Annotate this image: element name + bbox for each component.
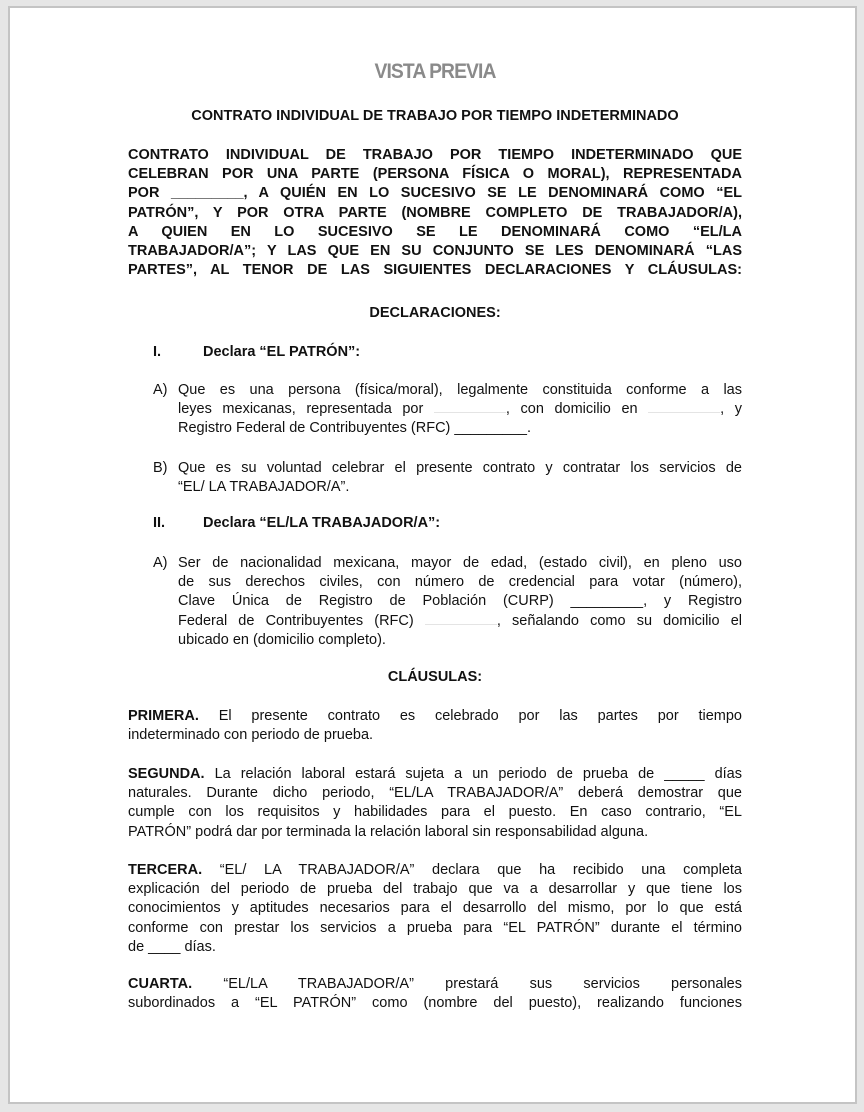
clause-line: conocimientos y aptitudes necesarios para el desarrollo del mismo, por lo que está (128, 900, 742, 917)
item-text (178, 459, 742, 497)
item-text (178, 554, 742, 650)
text-fragment: , señalando como su domicilio el (496, 612, 743, 629)
clause-line: conforme con prestar los servicios a prueba para “EL PATRÓN” durante el término (128, 919, 742, 936)
clausulas-heading: CLÁUSULAS: (387, 669, 483, 685)
document-title: CONTRATO INDIVIDUAL DE TRABAJO POR TIEMPO INDETERMINADO (191, 108, 679, 124)
text-fragment: , y (720, 401, 743, 418)
intro-line: TRABAJADOR/A”; Y LAS QUE EN SU CONJUNTO SE LES DENOMINARÁ “LAS (128, 243, 742, 260)
clause-line: PATRÓN” podrá dar por terminada la relación laboral sin responsabilidad alguna. (128, 823, 649, 840)
declaration-item (153, 381, 742, 439)
clause-line (128, 861, 742, 880)
item-line (178, 612, 742, 631)
item-label: B) (153, 460, 168, 476)
intro-line: A QUIEN EN LO SUCESIVO SE LE DENOMINARÁ COMO “EL/LA (128, 223, 742, 240)
clause-label: TERCERA. (128, 862, 203, 878)
item-label: A) (153, 555, 168, 571)
section-title: Declara “EL/LA TRABAJADOR/A”: (203, 515, 441, 531)
clause-line: subordinados a “EL PATRÓN” como (nombre del puesto), realizando funciones (128, 995, 742, 1012)
intro-paragraph (128, 146, 742, 280)
clause-cuarta (128, 975, 742, 1013)
clause-label: PRIMERA. (128, 708, 199, 724)
text-fragment: La relación laboral estará sujeta a un periodo de prueba de _____ días (204, 766, 742, 782)
text-fragment: , con domicilio en (505, 401, 638, 418)
declaraciones-heading: DECLARACIONES: (369, 305, 501, 321)
clause-line (128, 707, 742, 726)
declaration-section-heading (153, 344, 360, 360)
clause-primera (128, 707, 742, 745)
clause-line (128, 975, 742, 994)
text-fragment: El presente contrato es celebrado por las partes por tiempo (198, 708, 742, 724)
clause-line: explicación del periodo de prueba del trabajo que va a desarrollar y que tiene los (128, 881, 742, 898)
clause-tercera (128, 861, 742, 957)
intro-line: CONTRATO INDIVIDUAL DE TRABAJO POR TIEMPO INDETERMINADO QUE (128, 147, 742, 163)
item-line: Clave Única de Registro de Población (CURP) _________, y Registro (178, 593, 742, 610)
clause-line: cumple con los requisitos y habilidades para el puesto. En caso contrario, “EL (128, 804, 742, 821)
item-line: Registro Federal de Contribuyentes (RFC) _________. (178, 420, 532, 437)
text-fragment: “EL/ LA TRABAJADOR/A” declara que ha recibido una completa (202, 862, 742, 878)
blank-field-rfc (425, 612, 497, 625)
clause-label: CUARTA. (128, 976, 193, 992)
clause-line: naturales. Durante dicho periodo, “EL/LA TRABAJADOR/A” deberá demostrar que (128, 785, 742, 802)
section-numeral: II. (153, 515, 166, 531)
clause-line (128, 765, 742, 784)
clause-line: indeterminado con periodo de prueba. (128, 727, 374, 744)
text-fragment: leyes mexicanas, representada por (178, 401, 424, 418)
item-text (178, 381, 742, 439)
item-line: ubicado en (domicilio completo). (178, 631, 386, 648)
item-line: “EL/ LA TRABAJADOR/A”. (178, 479, 350, 496)
text-fragment: “EL/LA TRABAJADOR/A” prestará sus servicios personales (192, 976, 742, 992)
intro-line: CELEBRAN POR UNA PARTE (PERSONA FÍSICA O MORAL), REPRESENTADA (128, 166, 742, 183)
item-line: Que es su voluntad celebrar el presente contrato y contratar los servicios de (178, 460, 742, 476)
item-line: Que es una persona (física/moral), legalmente constituida conforme a las (178, 382, 742, 398)
declaration-section-heading (153, 515, 440, 531)
intro-line: POR _________, A QUIÉN EN LO SUCESIVO SE LE DENOMINARÁ COMO “EL (128, 185, 742, 202)
clause-segunda (128, 765, 742, 842)
intro-line: PARTES”, AL TENOR DE LAS SIGUIENTES DECLARACIONES Y CLÁUSULAS: (128, 262, 742, 279)
declaration-item (153, 459, 742, 497)
blank-field-domicilio (648, 400, 720, 413)
intro-line: PATRÓN”, Y POR OTRA PARTE (NOMBRE COMPLETO DE TRABAJADOR/A), (128, 204, 742, 221)
section-numeral: I. (153, 344, 162, 360)
text-fragment: Federal de Contribuyentes (RFC) (178, 612, 414, 629)
item-label: A) (153, 382, 168, 398)
preview-watermark: VISTA PREVIA (374, 60, 496, 83)
item-line: de sus derechos civiles, con número de credencial para votar (número), (178, 574, 742, 591)
item-line (178, 400, 742, 419)
section-title: Declara “EL PATRÓN”: (203, 344, 361, 360)
blank-field-representante (434, 400, 506, 413)
clause-label: SEGUNDA. (128, 766, 205, 782)
clause-line: de ____ días. (128, 938, 216, 955)
document-page (8, 6, 857, 1104)
declaration-item (153, 554, 742, 650)
item-line: Ser de nacionalidad mexicana, mayor de edad, (estado civil), en pleno uso (178, 555, 742, 571)
